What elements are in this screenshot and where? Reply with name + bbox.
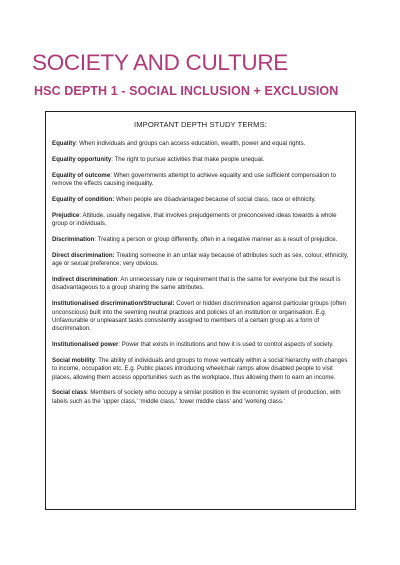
term-equality (52, 140, 349, 148)
term-definition: Covert or hidden discrimination against particular groups (often unconscious) built into the seeming neutral practices and policies of an institution or organisation. E.g. Unfavourable or unpleasant tasks consistently assigned to members of a certain group as a form of discrimination. (52, 300, 346, 333)
term-name: Equality (52, 140, 76, 147)
page-title: SOCIETY AND CULTURE (32, 50, 289, 75)
term-name: Institutionalised power (52, 341, 119, 349)
term-name: Equality opportunity (52, 155, 112, 163)
term-definition: : Members of society who occupy a similar position in the economic system of production, with labels such as the 'upper class,' 'middle class,' 'lower middle class' and 'working class.' (52, 389, 341, 405)
term-name: Equality of outcome (52, 171, 111, 179)
term-definition: : When governments attempt to achieve equality and use sufficient compensation to remove the effects causing inequality. (52, 171, 337, 188)
terms-box (45, 111, 356, 510)
term-name: Social class (52, 389, 87, 397)
term-direct-discrimination (52, 252, 349, 269)
term-definition: : When individuals and groups can access education, wealth, power and equal rights. (75, 140, 306, 147)
term-definition: : The ability of individuals and groups to move vertically within a social hierarchy with changes to income, occupation etc. E.g. Public places introducing wheelchair ramps allow disabled people to visit places, allowing them access opportunities such as the workplace, thus allowing them to earn an income. (52, 356, 348, 381)
term-equality-opportunity (52, 156, 349, 164)
term-name: Social mobility (52, 356, 96, 364)
page-subtitle: HSC DEPTH 1 - SOCIAL INCLUSION + EXCLUSION (34, 84, 339, 98)
term-indirect-discrimination (52, 276, 349, 293)
term-equality-of-condition (52, 196, 349, 204)
term-name: Prejudice (52, 211, 80, 219)
term-prejudice (52, 212, 349, 229)
term-definition: : An unnecessary rule or requirement that is the same for everyone but the result is disadvantageous to a group sharing the same attributes. (52, 276, 341, 292)
term-definition: : Power that exists in institutions and how it is used to control aspects of society. (118, 341, 334, 349)
term-definition: : Treating a person or group differently, often in a negative manner as a result of prejudice. (94, 236, 338, 244)
term-definition: Treating someone in an unfair way because of attributes such as sex, colour, ethnicity, age or sexual preference; very obvious. (52, 251, 349, 268)
term-discrimination (52, 236, 349, 244)
terms-heading: IMPORTANT DEPTH STUDY TERMS: (134, 120, 267, 129)
term-definition: : The right to pursue activities that make people unequal. (111, 155, 265, 163)
term-name: Direct discrimination: (52, 251, 115, 259)
term-name: Equality of condition: (52, 195, 115, 203)
term-name: Institutionalised discrimination/Structural: (52, 300, 175, 308)
term-institutionalised-power (52, 341, 349, 349)
term-definition: : Attitude, usually negative, that involves prejudgements or preconceived ideas towards a whole group or individuals. (52, 211, 337, 228)
term-social-class (52, 389, 349, 406)
term-name: Discrimination (52, 236, 95, 244)
term-name: Indirect discrimination (52, 276, 118, 284)
term-social-mobility (52, 357, 349, 382)
term-definition: When people are disadvantaged because of social class, race or ethnicity. (114, 195, 316, 203)
term-institutionalised-discrimination (52, 300, 349, 333)
term-equality-of-outcome (52, 172, 349, 189)
